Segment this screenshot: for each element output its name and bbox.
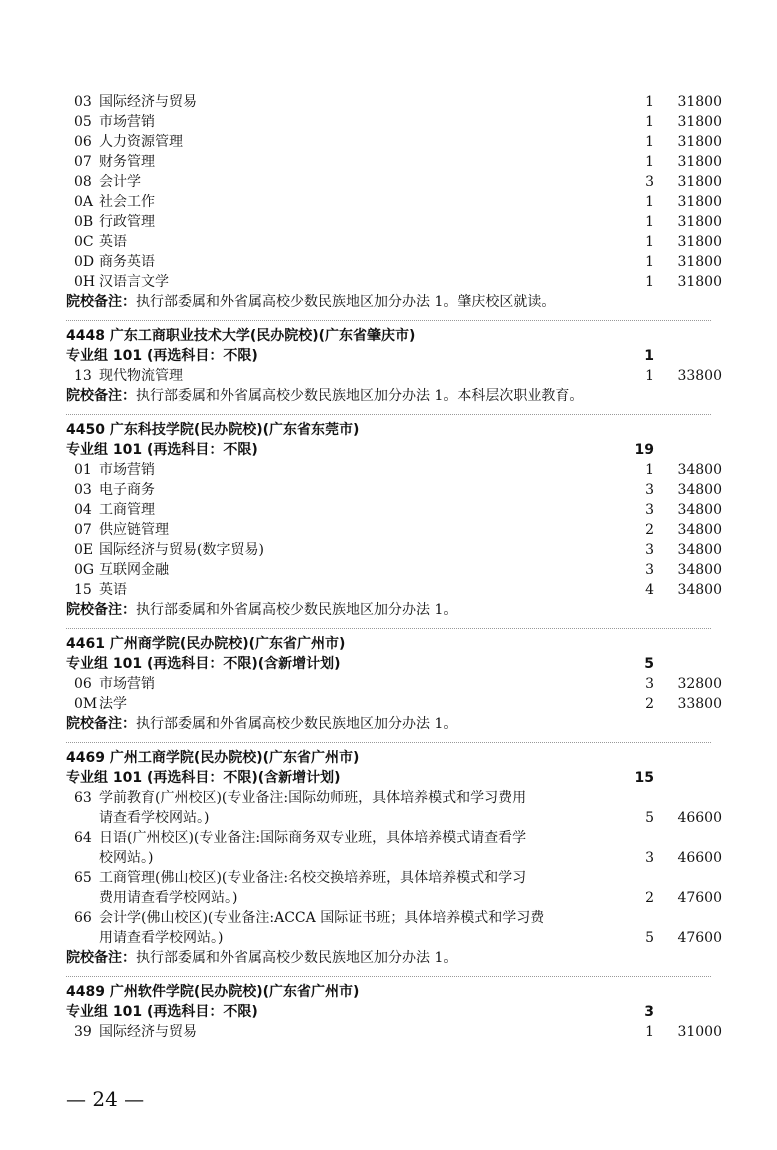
major-name: 人力资源管理	[99, 134, 183, 150]
major-name: 汉语言文学	[99, 274, 169, 290]
plan-count: 1	[645, 254, 654, 270]
major-code: 07	[74, 522, 92, 538]
tuition-fee: 31800	[677, 114, 722, 130]
plan-count: 1	[645, 214, 654, 230]
school-title: 4448 广东工商职业技术大学(民办院校)(广东省肇庆市)	[66, 328, 416, 344]
major-row	[0, 366, 777, 386]
major-code: 05	[74, 114, 92, 130]
major-name: 供应链管理	[99, 522, 169, 538]
note-text: 执行部委属和外省属高校少数民族地区加分办法 1。肇庆校区就读。	[136, 294, 556, 310]
major-name: 互联网金融	[99, 562, 169, 578]
major-code: 0C	[74, 234, 94, 250]
major-row	[0, 868, 777, 908]
major-name: 商务英语	[99, 254, 155, 270]
plan-count: 3	[645, 174, 654, 190]
group-count: 3	[644, 1004, 654, 1020]
major-row	[0, 172, 777, 192]
group-count: 5	[644, 656, 654, 672]
major-code: 0D	[74, 254, 95, 270]
major-row	[0, 580, 777, 600]
page-number: — 24 —	[66, 1087, 145, 1111]
major-name: 日语(广州校区)(专业备注:国际商务双专业班，具体培养模式请查看学	[99, 830, 527, 846]
major-name: 工商管理(佛山校区)(专业备注:名校交换培养班，具体培养模式和学习	[99, 870, 527, 886]
tuition-fee: 31800	[677, 234, 722, 250]
major-name: 电子商务	[99, 482, 155, 498]
major-code: 15	[74, 582, 92, 598]
school-note	[0, 714, 777, 734]
school-note	[0, 292, 777, 312]
tuition-fee: 34800	[677, 542, 722, 558]
major-code: 08	[74, 174, 92, 190]
school-note	[0, 600, 777, 620]
major-name: 学前教育(广州校区)(专业备注:国际幼师班，具体培养模式和学习费用	[99, 790, 527, 806]
section-divider	[66, 414, 711, 416]
major-row	[0, 560, 777, 580]
major-row	[0, 480, 777, 500]
major-name: 市场营销	[99, 676, 155, 692]
major-row	[0, 908, 777, 948]
major-name-cont: 费用请查看学校网站。)	[99, 890, 238, 906]
major-code: 39	[74, 1024, 92, 1040]
major-row	[0, 252, 777, 272]
tuition-fee: 31000	[677, 1024, 722, 1040]
major-code: 06	[74, 676, 92, 692]
plan-count: 3	[645, 502, 654, 518]
plan-count: 1	[645, 114, 654, 130]
major-code: 06	[74, 134, 92, 150]
school-title: 4461 广州商学院(民办院校)(广东省广州市)	[66, 636, 346, 652]
note-text: 执行部委属和外省属高校少数民族地区加分办法 1。本科层次职业教育。	[136, 388, 584, 404]
major-name: 行政管理	[99, 214, 155, 230]
major-row	[0, 788, 777, 828]
tuition-fee: 32800	[677, 676, 722, 692]
tuition-fee: 31800	[677, 194, 722, 210]
plan-count: 1	[645, 194, 654, 210]
major-row	[0, 694, 777, 714]
major-code: 0H	[74, 274, 96, 290]
tuition-fee: 34800	[677, 502, 722, 518]
tuition-fee: 47600	[677, 890, 722, 906]
note-text: 执行部委属和外省属高校少数民族地区加分办法 1。	[136, 602, 458, 618]
plan-count: 3	[645, 562, 654, 578]
major-name-cont: 请查看学校网站。)	[99, 810, 210, 826]
section-divider	[66, 628, 711, 630]
major-row	[0, 272, 777, 292]
group-count: 19	[634, 442, 654, 458]
section-divider	[66, 742, 711, 744]
major-name: 财务管理	[99, 154, 155, 170]
major-name-cont: 用请查看学校网站。)	[99, 930, 224, 946]
major-row	[0, 674, 777, 694]
major-code: 13	[74, 368, 92, 384]
plan-count: 1	[645, 234, 654, 250]
tuition-fee: 46600	[677, 850, 722, 866]
tuition-fee: 47600	[677, 930, 722, 946]
tuition-fee: 34800	[677, 582, 722, 598]
tuition-fee: 34800	[677, 482, 722, 498]
major-row	[0, 520, 777, 540]
document-page	[0, 92, 777, 1042]
major-row	[0, 460, 777, 480]
major-row	[0, 540, 777, 560]
major-code: 03	[74, 482, 92, 498]
major-name: 现代物流管理	[99, 368, 183, 384]
plan-count: 3	[645, 676, 654, 692]
group-count: 1	[644, 348, 654, 364]
major-code: 0B	[74, 214, 94, 230]
major-name: 社会工作	[99, 194, 155, 210]
major-code: 07	[74, 154, 92, 170]
tuition-fee: 46600	[677, 810, 722, 826]
plan-count: 1	[645, 1024, 654, 1040]
plan-count: 2	[645, 522, 654, 538]
major-name: 法学	[99, 696, 127, 712]
tuition-fee: 34800	[677, 522, 722, 538]
plan-count: 3	[645, 542, 654, 558]
plan-count: 1	[645, 462, 654, 478]
tuition-fee: 31800	[677, 94, 722, 110]
note-label: 院校备注：	[66, 716, 136, 732]
major-name: 市场营销	[99, 114, 155, 130]
tuition-fee: 34800	[677, 562, 722, 578]
group-label: 专业组 101 (再选科目：不限)	[66, 348, 258, 364]
group-row	[0, 1002, 777, 1022]
note-label: 院校备注：	[66, 602, 136, 618]
tuition-fee: 31800	[677, 214, 722, 230]
plan-count: 1	[645, 368, 654, 384]
plan-count: 1	[645, 274, 654, 290]
major-row	[0, 1022, 777, 1042]
tuition-fee: 31800	[677, 254, 722, 270]
group-row	[0, 654, 777, 674]
plan-count: 2	[645, 890, 654, 906]
note-label: 院校备注：	[66, 950, 136, 966]
major-name: 会计学	[99, 174, 141, 190]
group-row	[0, 768, 777, 788]
group-row	[0, 440, 777, 460]
major-name: 英语	[99, 234, 127, 250]
group-label: 专业组 101 (再选科目：不限)	[66, 442, 258, 458]
major-row	[0, 152, 777, 172]
note-text: 执行部委属和外省属高校少数民族地区加分办法 1。	[136, 950, 458, 966]
tuition-fee: 33800	[677, 696, 722, 712]
major-code: 03	[74, 94, 92, 110]
plan-count: 3	[645, 850, 654, 866]
major-row	[0, 92, 777, 112]
major-code: 04	[74, 502, 92, 518]
tuition-fee: 31800	[677, 174, 722, 190]
school-title: 4489 广州软件学院(民办院校)(广东省广州市)	[66, 984, 360, 1000]
note-text: 执行部委属和外省属高校少数民族地区加分办法 1。	[136, 716, 458, 732]
tuition-fee: 31800	[677, 154, 722, 170]
note-label: 院校备注：	[66, 388, 136, 404]
plan-count: 2	[645, 696, 654, 712]
plan-count: 1	[645, 134, 654, 150]
plan-count: 4	[645, 582, 654, 598]
plan-count: 3	[645, 482, 654, 498]
major-name: 国际经济与贸易	[99, 94, 197, 110]
major-code: 01	[74, 462, 92, 478]
major-code: 65	[74, 870, 92, 886]
major-name: 国际经济与贸易	[99, 1024, 197, 1040]
major-code: 64	[74, 830, 92, 846]
group-row	[0, 346, 777, 366]
major-row	[0, 212, 777, 232]
major-name: 英语	[99, 582, 127, 598]
major-row	[0, 132, 777, 152]
major-row	[0, 500, 777, 520]
major-code: 0E	[74, 542, 94, 558]
section-divider	[66, 320, 711, 322]
school-title: 4469 广州工商学院(民办院校)(广东省广州市)	[66, 750, 360, 766]
school-note	[0, 948, 777, 968]
major-name: 市场营销	[99, 462, 155, 478]
plan-count: 5	[645, 930, 654, 946]
plan-count: 1	[645, 154, 654, 170]
tuition-fee: 34800	[677, 462, 722, 478]
note-label: 院校备注：	[66, 294, 136, 310]
tuition-fee: 31800	[677, 274, 722, 290]
major-row	[0, 112, 777, 132]
major-row	[0, 192, 777, 212]
school-note	[0, 386, 777, 406]
plan-count: 5	[645, 810, 654, 826]
group-label: 专业组 101 (再选科目：不限)(含新增计划)	[66, 656, 341, 672]
major-row	[0, 232, 777, 252]
tuition-fee: 31800	[677, 134, 722, 150]
major-name: 会计学(佛山校区)(专业备注:ACCA 国际证书班；具体培养模式和学习费	[99, 910, 545, 926]
major-code: 0A	[74, 194, 94, 210]
major-code: 0G	[74, 562, 95, 578]
school-title: 4450 广东科技学院(民办院校)(广东省东莞市)	[66, 422, 360, 438]
plan-count: 1	[645, 94, 654, 110]
major-name-cont: 校网站。)	[99, 850, 154, 866]
major-row	[0, 828, 777, 868]
group-label: 专业组 101 (再选科目：不限)(含新增计划)	[66, 770, 341, 786]
group-label: 专业组 101 (再选科目：不限)	[66, 1004, 258, 1020]
tuition-fee: 33800	[677, 368, 722, 384]
group-count: 15	[634, 770, 654, 786]
major-name: 工商管理	[99, 502, 155, 518]
major-code: 0M	[74, 696, 98, 712]
section-divider	[66, 976, 711, 978]
major-code: 66	[74, 910, 92, 926]
major-name: 国际经济与贸易(数字贸易)	[99, 542, 264, 558]
major-code: 63	[74, 790, 92, 806]
